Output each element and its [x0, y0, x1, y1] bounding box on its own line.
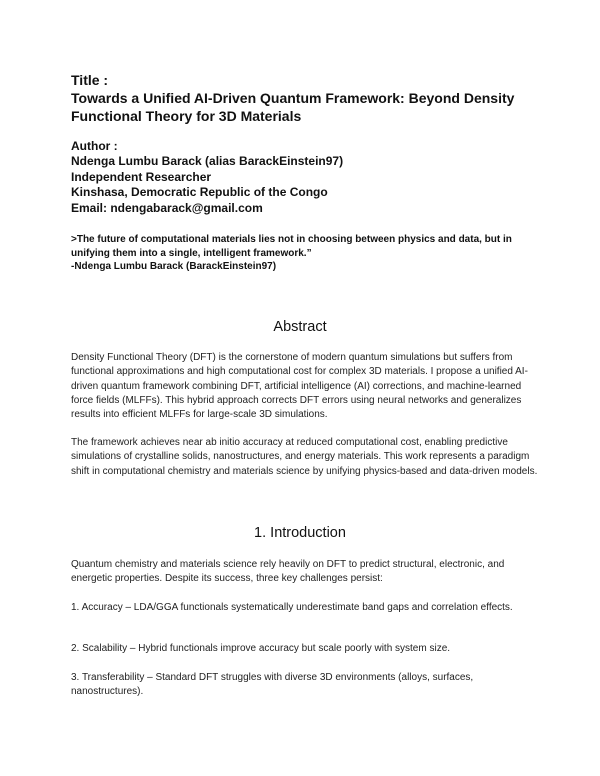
intro-list-item: 1. Accuracy – LDA/GGA functionals systematically underestimate band gaps and correlation effects. [71, 602, 513, 613]
intro-list-item: 3. Transferability – Standard DFT struggles with diverse 3D environments (alloys, surfaces, nanostructures). [71, 672, 474, 698]
author-label: Author : [71, 139, 118, 153]
title-label: Title : [71, 72, 109, 88]
author-affiliation: Independent Researcher [71, 169, 212, 184]
paper-title: Towards a Unified AI-Driven Quantum Framework: Beyond Density Functional Theory for 3D Materials [71, 90, 515, 124]
introduction-heading: 1. Introduction [254, 525, 346, 541]
abstract-heading: Abstract [273, 319, 327, 335]
intro-paragraph: Quantum chemistry and materials science rely heavily on DFT to predict structural, electronic, and energetic properties. Despite its success, three key challenges persist: [71, 559, 505, 585]
epigraph-quote [71, 233, 541, 274]
abstract-paragraph: Density Functional Theory (DFT) is the cornerstone of modern quantum simulations but suffers from functional approximations and high computational cost for complex 3D materials. I propose a unified AI-driven quantum framework combining DFT, artificial intelligence (AI) corrections, and machine-learned force fields (MLFFs). This hybrid approach corrects DFT errors using neural networks and generalizes results into efficient MLFFs for large-scale 3D simulations. [71, 352, 528, 421]
author-name: Ndenga Lumbu Barack (alias BarackEinstein97) [71, 154, 344, 168]
author-info [71, 154, 531, 216]
author-email: Email: ndengabarack@gmail.com [71, 200, 263, 215]
quote-text: >The future of computational materials lies not in choosing between physics and data, but in unifying them into a single, intelligent framework.” [71, 234, 512, 259]
abstract-paragraph: The framework achieves near ab initio accuracy at reduced computational cost, enabling predictive simulations of crystalline solids, nanostructures, and energy materials. This work represents a paradigm shift in computational chemistry and materials science by unifying physics-based and data-driven models. [71, 437, 538, 477]
author-location: Kinshasa, Democratic Republic of the Congo [71, 185, 328, 199]
quote-attribution: -Ndenga Lumbu Barack (BarackEinstein97) [71, 261, 277, 272]
intro-list-item: 2. Scalability – Hybrid functionals improve accuracy but scale poorly with system size. [71, 643, 451, 654]
